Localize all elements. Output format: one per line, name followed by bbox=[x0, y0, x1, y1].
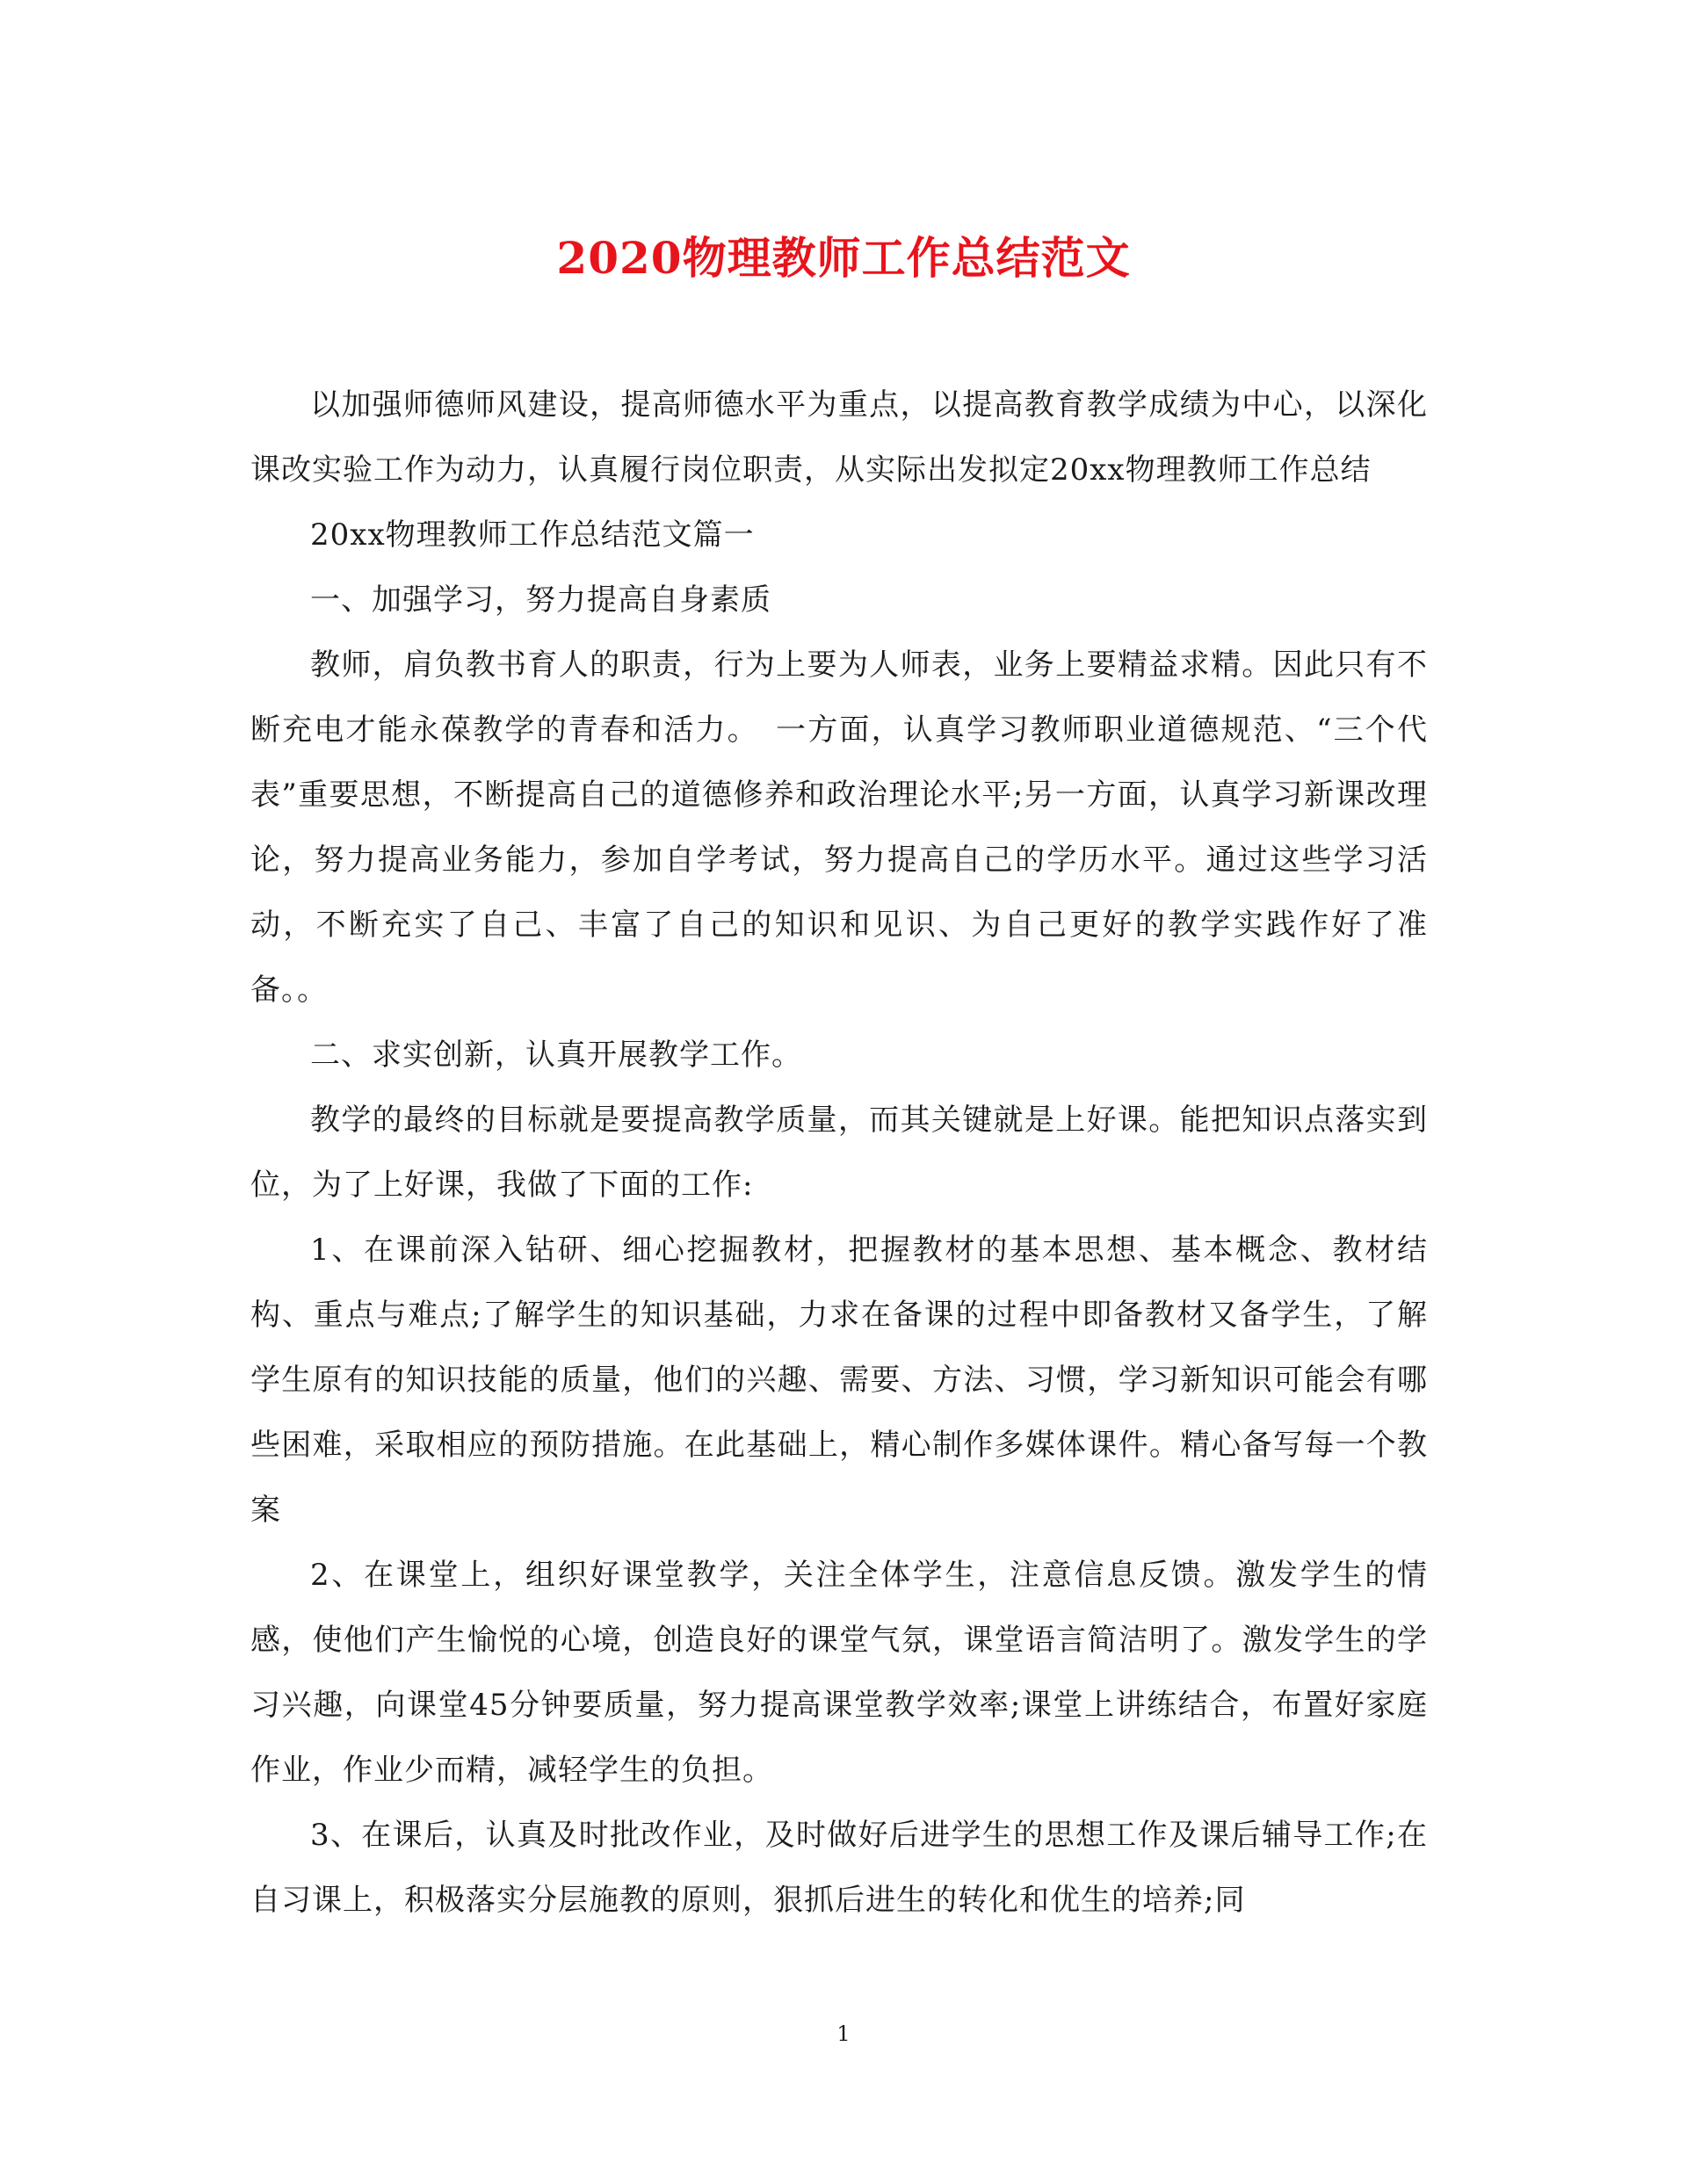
section-heading-2: 二、求实创新，认真开展教学工作。 bbox=[310, 1038, 802, 1073]
list-item-3: 3、在课后，认真及时批改作业，及时做好后进学生的思想工作及课后辅导工作;在自习课上，积极落实分层施教的原则，狠抓后进生的转化和优生的培养;同 bbox=[250, 1818, 1428, 1918]
subtitle-paragraph: 20xx物理教师工作总结范文篇一 bbox=[310, 517, 755, 553]
document-title: 2020物理教师工作总结范文 bbox=[556, 232, 1131, 284]
body-paragraph: 教学的最终的目标就是要提高教学质量，而其关键就是上好课。能把知识点落实到位，为了上好课，我做了下面的工作: bbox=[250, 1103, 1428, 1203]
intro-paragraph: 以加强师德师风建设，提高师德水平为重点，以提高教育教学成绩为中心，以深化课改实验工作为动力，认真履行岗位职责，从实际出发拟定20xx物理教师工作总结 bbox=[250, 387, 1428, 488]
section-heading-1: 一、加强学习，努力提高自身素质 bbox=[310, 582, 771, 618]
list-item-2: 2、在课堂上，组织好课堂教学，关注全体学生，注意信息反馈。激发学生的情感，使他们产生愉悦的心境，创造良好的课堂气氛，课堂语言简洁明了。激发学生的学习兴趣，向课堂45分钟要质量，努力提高课堂教学效率;课堂上讲练结合，布置好家庭作业，作业少而精，减轻学生的负担。 bbox=[250, 1558, 1428, 1788]
document-body bbox=[250, 372, 1428, 1933]
body-paragraph: 教师，肩负教书育人的职责，行为上要为人师表，业务上要精益求精。因此只有不断充电才能永葆教学的青春和活力。 一方面，认真学习教师职业道德规范、“三个代表”重要思想，不断提高自己的道德修养和政治理论水平;另一方面，认真学习新课改理论，努力提高业务能力，参加自学考试，努力提高自己的学历水平。通过这些学习活动，不断充实了自己、丰富了自己的知识和见识、为自己更好的教学实践作好了准备。。 bbox=[250, 647, 1428, 1008]
list-item-1: 1、在课前深入钻研、细心挖掘教材，把握教材的基本思想、基本概念、教材结构、重点与难点;了解学生的知识基础，力求在备课的过程中即备教材又备学生，了解学生原有的知识技能的质量，他们的兴趣、需要、方法、习惯，学习新知识可能会有哪些困难，采取相应的预防措施。在此基础上，精心制作多媒体课件。精心备写每一个教案 bbox=[250, 1233, 1428, 1528]
page-number: 1 bbox=[836, 2021, 851, 2046]
